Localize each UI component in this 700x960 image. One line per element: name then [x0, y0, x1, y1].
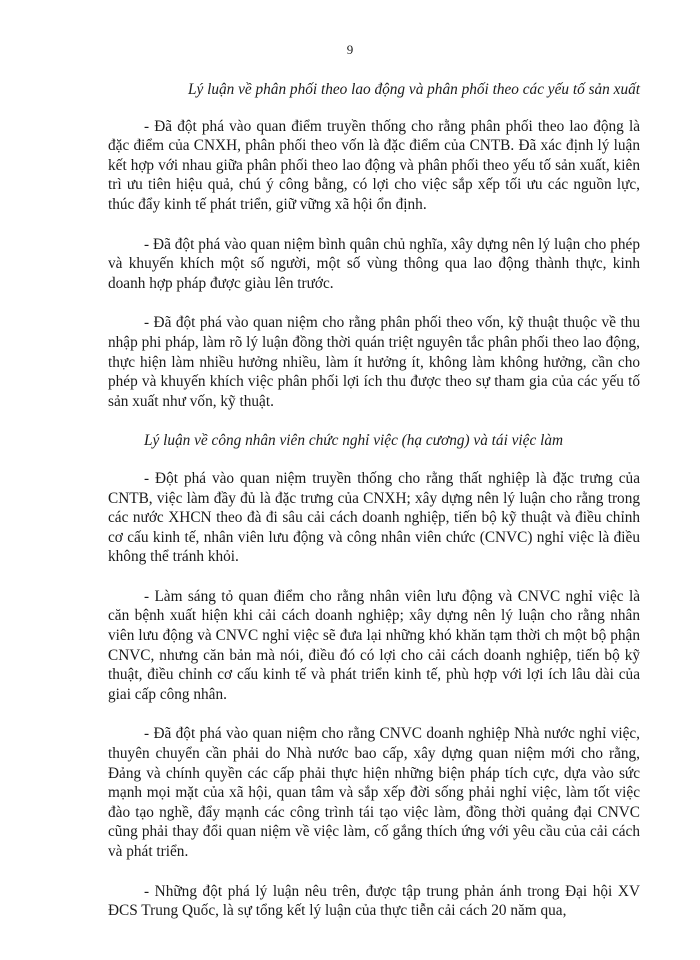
- paragraph: - Làm sáng tỏ quan điểm cho rằng nhân viên lưu động và CNVC nghỉ việc là căn bệnh xuất hiện khi cải cách doanh nghiệp; xây dựng nên lý luận cho rằng nhân viên lưu động và CNVC nghỉ việc sẽ đưa lại những khó khăn tạm thời ch một bộ phận CNVC, nhưng căn bản mà nói, điều đó có lợi cho cải cách doanh nghiệp, tiến bộ kỹ thuật, điều chỉnh cơ cấu kinh tế và phát triển kinh tế, phù hợp với lợi ích lâu dài của giai cấp công nhân.: [108, 587, 640, 703]
- paragraph: - Đột phá vào quan niệm truyền thống cho rằng thất nghiệp là đặc trưng của CNTB, việc làm đầy đủ là đặc trưng của CNXH; xây dựng nên lý luận cho rằng trong các nước XHCN theo đà đi sâu cải cách doanh nghiệp, tiến bộ kỹ thuật và điều chỉnh cơ cấu kinh tế, nhân viên lưu động và công nhân viên chức (CNVC) nghỉ việc là điều không thể tránh khỏi.: [108, 469, 640, 566]
- section-heading-employment: Lý luận về công nhân viên chức nghỉ việc (hạ cương) và tái việc làm: [144, 432, 564, 450]
- page-number: 9: [346, 42, 354, 57]
- page-content: [108, 80, 640, 941]
- paragraph: - Những đột phá lý luận nêu trên, được tập trung phản ánh trong Đại hội XV ĐCS Trung Quốc, là sự tổng kết lý luận của thực tiễn cải cách 20 năm qua,: [108, 882, 640, 920]
- paragraph: - Đã đột phá vào quan niệm cho rằng phân phối theo vốn, kỹ thuật thuộc về thu nhập phi pháp, làm rõ lý luận đồng thời quán triệt nguyên tắc phân phối theo lao động, thực hiện làm nhiều hưởng nhiều, làm ít hưởng ít, không làm không hưởng, cần cho phép và khuyến khích việc phân phối lợi ích thu được theo sự tham gia của các yếu tố sản xuất như vốn, kỹ thuật.: [108, 314, 640, 410]
- paragraph: - Đã đột phá vào quan niệm cho rằng CNVC doanh nghiệp Nhà nước nghỉ việc, thuyên chuyển cần phải do Nhà nước bao cấp, xây dựng quan niệm mới cho rằng, Đảng và chính quyền các cấp phải thực hiện những biện pháp tích cực, dựa vào sức mạnh mọi mặt của xã hội, quan tâm và sắp xếp đời sống phải nghỉ việc, làm tốt việc đào tạo nghề, đẩy mạnh các công trình tái tạo việc làm, đồng thời quảng đại CNVC cũng phải thay đổi quan niệm về việc làm, cố gắng thích ứng với yêu cầu của cải cách và phát triển.: [108, 725, 640, 860]
- paragraph: - Đã đột phá vào quan điểm truyền thống cho rằng phân phối theo lao động là đặc điểm của CNXH, phân phối theo vốn là đặc điểm của CNTB. Đã xác định lý luận kết hợp với nhau giữa phân phối theo lao động và phân phối theo yếu tố sản xuất, kiên trì ưu tiên hiệu quả, chú ý công bằng, có lợi cho việc sắp xếp tối ưu các nguồn lực, thúc đẩy kinh tế phát triển, giữ vững xã hội ổn định.: [108, 117, 640, 213]
- section-heading-distribution: Lý luận về phân phối theo lao động và phân phối theo các yếu tố sản xuất: [187, 81, 640, 98]
- paragraph: - Đã đột phá vào quan niệm bình quân chủ nghĩa, xây dựng nên lý luận cho phép và khuyến khích một số người, một số vùng thông qua lao động thành thực, kinh doanh hợp pháp được giàu lên trước.: [108, 235, 640, 292]
